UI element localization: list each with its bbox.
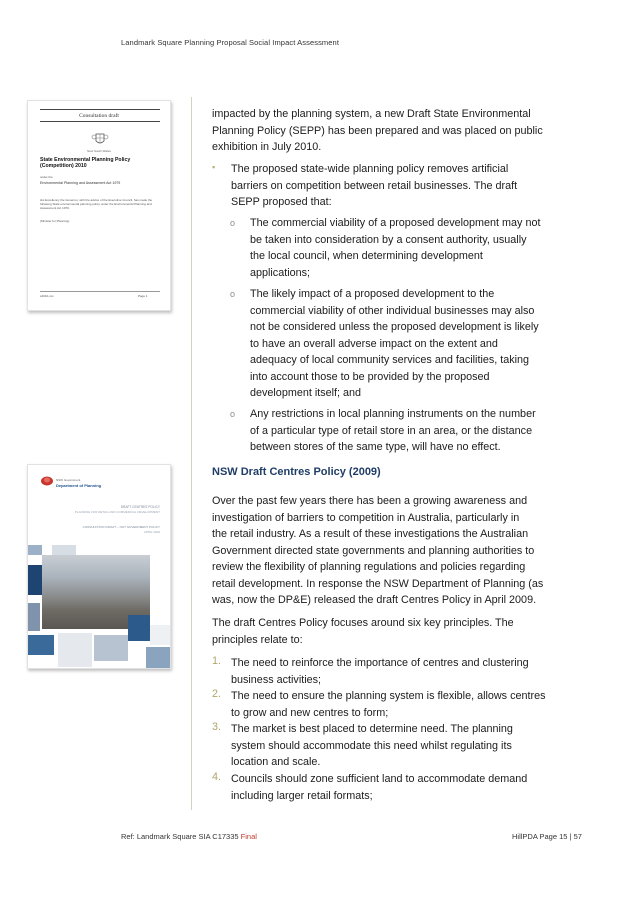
footer-ref-prefix: Ref: Landmark Square SIA C17335 — [121, 832, 241, 841]
nsw-crest-icon — [91, 131, 109, 147]
text-line: the retail industry. As a result of these investigations the Australian — [212, 528, 529, 540]
section-heading: NSW Draft Centres Policy (2009) — [212, 466, 381, 478]
bullet-main-text — [231, 161, 551, 211]
text-line: Councils should zone sufficient land to accommodate demand — [231, 773, 528, 785]
cover-minister: (Minister for Planning) — [40, 219, 70, 223]
text-line: investigation of barriers to competition in Australia, particularly in — [212, 511, 520, 524]
text-line: Government directed state governments and planning authorities to — [212, 544, 535, 557]
centres-policy-cover-thumbnail — [27, 464, 171, 669]
text-line: into account those to be provided by the proposed — [250, 370, 490, 383]
numbered-item-1 — [231, 655, 551, 688]
cover-rule-top — [40, 109, 160, 110]
text-line: development itself; and — [250, 387, 362, 399]
text-line: Any restrictions in local planning instruments on the number — [250, 408, 536, 420]
cover-body-text: His Excellency the Governor, with the advice of the Executive Council, has made the following State environmental planning policy under the Environmental Planning and Assessment Act 1979. — [40, 198, 153, 210]
text-line: The market is best placed to determine need. The planning — [231, 723, 513, 735]
list-number: 1. — [212, 655, 222, 667]
text-line: SEPP proposed that: — [231, 196, 332, 208]
text-line: including larger retail formats; — [231, 789, 373, 802]
text-line: to have an overall adverse impact on the extent and — [250, 337, 498, 350]
text-line: Planning Policy (SEPP) has been prepared and was placed on public — [212, 124, 543, 137]
cover-tile — [28, 545, 42, 555]
dept-top: NSW Government — [56, 478, 81, 482]
text-line: The proposed state-wide planning policy removes artificial — [231, 163, 509, 175]
text-line: commercial viability of other individual businesses may also — [250, 304, 535, 317]
text-line: applications; — [250, 266, 311, 279]
cover-consult-line1: CONSULTATION DRAFT – NOT GOVERNMENT POLICY — [82, 525, 160, 529]
footer-status: Final — [240, 832, 257, 841]
text-line: retail development. In response the NSW Department of Planning (as — [212, 577, 544, 590]
crest-caption: New South Wales — [87, 149, 111, 153]
list-number: 2. — [212, 688, 222, 700]
cover-footer-code: s2010-xxx — [40, 294, 54, 298]
cover-tile — [28, 635, 54, 655]
centres-paragraph — [212, 493, 546, 609]
column-divider — [191, 97, 192, 810]
text-line: barriers on competition between retail businesses. The draft — [231, 179, 518, 192]
dept-label: Department of Planning — [56, 483, 102, 488]
sub-item-2 — [250, 286, 550, 402]
footer-reference — [121, 832, 257, 841]
cover-tile — [94, 635, 128, 661]
text-line: not be considered unless the proposed development is likely — [250, 321, 539, 333]
footer-page-number: HillPDA Page 15 | 57 — [512, 832, 582, 841]
text-line: impacted by the planning system, a new Draft State Environmental — [212, 108, 531, 120]
page-header: Landmark Square Planning Proposal Social Impact Assessment — [121, 38, 339, 47]
text-line: Over the past few years there has been a growing awareness and — [212, 495, 528, 507]
cover-rule-bottom — [40, 121, 160, 122]
cover-under-label: under the — [40, 175, 53, 179]
cover-tile — [128, 615, 150, 641]
sub-item-1 — [250, 215, 550, 281]
text-line: principles relate to: — [212, 633, 303, 646]
list-number: 4. — [212, 771, 222, 783]
text-line: The need to reinforce the importance of centres and clustering — [231, 657, 529, 669]
sub-item-3 — [250, 406, 550, 456]
cover-footer-page: Page 1 — [138, 294, 148, 298]
cover-tile — [58, 633, 92, 667]
text-line: adequacy of local community services and facilities, taking — [250, 354, 530, 366]
waratah-logo-icon — [40, 475, 54, 486]
text-line: The draft Centres Policy focuses around six key principles. The — [212, 617, 514, 629]
sepp-cover-thumbnail — [27, 100, 171, 311]
cover-tile — [28, 565, 42, 595]
text-line: was, now the DP&E) released the draft Centres Policy in April 2009. — [212, 594, 537, 606]
principles-intro-paragraph — [212, 615, 546, 648]
text-line: be taken into consideration by a consent authority, usually — [250, 233, 527, 246]
cover-act: Environmental Planning and Assessment Act 1979 — [40, 181, 121, 185]
numbered-item-4 — [231, 771, 551, 804]
circle-bullet-icon: o — [230, 289, 236, 299]
dept-name — [56, 478, 101, 488]
text-line: between stores of the same type, will have no effect. — [250, 441, 501, 453]
text-line: to grow and new centres to form; — [231, 706, 389, 719]
text-line: The need to ensure the planning system is flexible, allows centres — [231, 690, 546, 702]
numbered-item-3 — [231, 721, 551, 771]
cover-tile — [28, 603, 40, 631]
numbered-item-2 — [231, 688, 551, 721]
cover-title-line1: DRAFT CENTRES POLICY — [120, 505, 160, 509]
intro-paragraph — [212, 106, 546, 156]
cover-tile — [150, 625, 171, 645]
text-line: The commercial viability of a proposed development may not — [250, 217, 541, 229]
list-number: 3. — [212, 721, 222, 733]
cover-footer-rule — [40, 291, 160, 292]
text-line: exhibition in July 2010. — [212, 141, 322, 153]
text-line: business activities; — [231, 673, 322, 686]
text-line: review the flexibility of planning regulations and policies regarding — [212, 561, 526, 573]
text-line: location and scale. — [231, 756, 321, 768]
circle-bullet-icon: o — [230, 218, 236, 228]
text-line: The likely impact of a proposed development to the — [250, 288, 495, 300]
text-line: the local council, when determining development — [250, 250, 483, 262]
circle-bullet-icon: o — [230, 409, 236, 419]
cover-draft-label: Consultation draft — [79, 113, 119, 119]
square-bullet-icon: ▪ — [212, 162, 216, 172]
sepp-cover-title: State Environmental Planning Policy (Competition) 2010 — [40, 157, 131, 170]
text-line: of a particular type of retail store in an area, or the distance — [250, 424, 533, 437]
cover-consult-line2: APRIL 2009 — [143, 530, 160, 534]
cover-title-line2: PLANNING FOR RETAIL AND COMMERCIAL DEVELOPMENT — [74, 510, 160, 514]
cover-tile — [146, 647, 171, 669]
text-line: system should accommodate this need whilst regulating its — [231, 739, 512, 752]
